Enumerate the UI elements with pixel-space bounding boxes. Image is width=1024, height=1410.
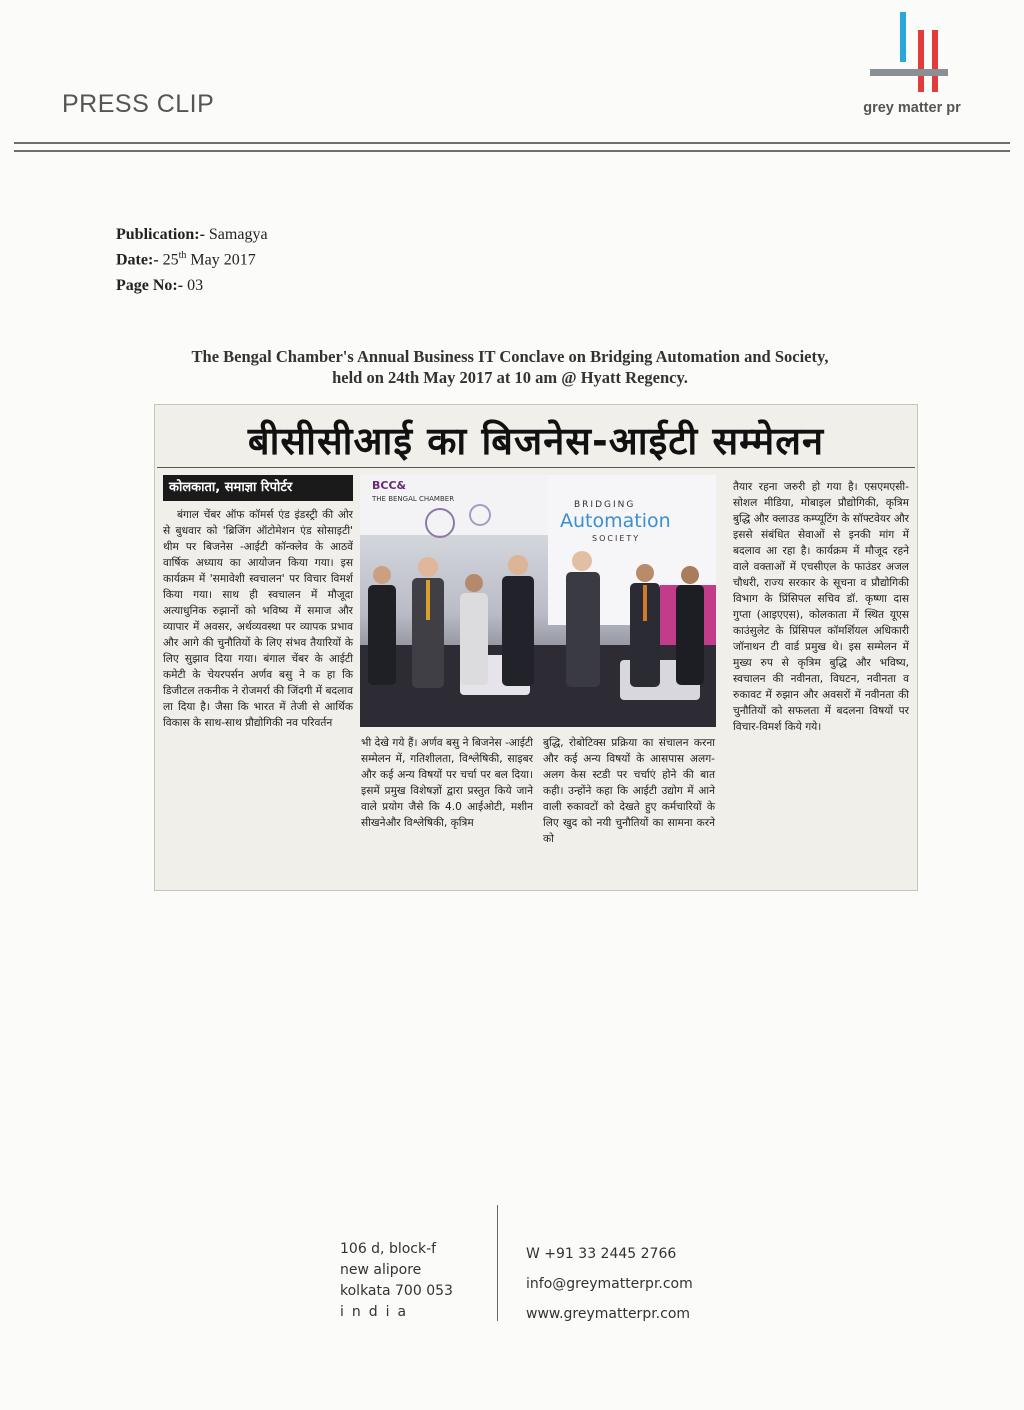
date-suffix: th — [178, 250, 187, 261]
footer-email[interactable]: info@greymatterpr.com — [526, 1276, 693, 1292]
date-day: 25 — [162, 251, 179, 269]
footer-address — [340, 1239, 453, 1323]
grey-matter-logo — [852, 12, 972, 122]
address-line-1: 106 d, block-f — [340, 1241, 437, 1257]
banner-automation: Automation — [560, 510, 671, 532]
footer-divider — [497, 1205, 498, 1321]
caption-line-2: held on 24th May 2017 at 10 am @ Hyatt Regency. — [332, 368, 688, 387]
article-column-3: बुद्धि, रोबोटिक्स प्रक्रिया का संचालन करना और कई अन्य विषयों के आसपास अलग-अलग केस स्टडी पर चर्चाएं होने की बात कही। उन्होंने कहा कि आईटी उद्योग में आने वाली रुकावटों को देखते हुए कर्मचारियों के लिए खुद को नयी चुनौतियों का सामना करने को — [543, 737, 715, 845]
clip-byline: कोलकाता, समाज्ञा रिपोर्टर — [163, 475, 353, 501]
logo-mark-icon — [870, 12, 960, 94]
publication-line — [116, 226, 268, 244]
footer-contact — [526, 1239, 693, 1329]
page-value: 03 — [187, 277, 204, 294]
caption-line-1: The Bengal Chamber's Annual Business IT Conclave on Bridging Automation and Society, — [191, 347, 829, 366]
header-rule-top — [14, 142, 1010, 144]
event-photo-illustration — [360, 475, 716, 727]
address-line-4: india — [340, 1304, 415, 1320]
footer-phone: W +91 33 2445 2766 — [526, 1246, 677, 1262]
publication-label: Publication:- — [116, 226, 205, 243]
article-column-2: भी देखे गये हैं। अर्णव बसु ने बिजनेस -आईटी सम्मेलन में, गतिशीलता, विश्लेषिकी, साइबर और कई अन्य विषयों पर चर्चा पर बल दिया। इसमें प्रमुख विशेषज्ञों द्वारा प्रस्तुत किये जाने वाले प्रयोग जैसे कि 4.0 आईओटी, मशीन सीखनेऔर विश्लेषिकी, कृत्रिम — [361, 737, 533, 829]
date-rest: May 2017 — [190, 251, 256, 269]
footer-website[interactable]: www.greymatterpr.com — [526, 1306, 691, 1322]
clip-caption — [100, 346, 920, 388]
address-line-3: kolkata 700 053 — [340, 1283, 453, 1299]
banner-chamber: THE BENGAL CHAMBER — [372, 495, 455, 503]
logo-text: grey matter pr — [863, 100, 961, 116]
clip-headline: बीसीसीआई का बिजनेस-आईटी सम्मेलन — [247, 419, 825, 463]
header-rule-bottom — [14, 150, 1010, 152]
banner-bcc: BCC& — [372, 479, 407, 492]
banner-society: SOCIETY — [592, 534, 641, 543]
publication-value: Samagya — [208, 226, 268, 243]
date-label: Date:- — [116, 251, 159, 269]
page-line — [116, 277, 203, 295]
headline-rule — [157, 467, 915, 468]
press-clip-title: PRESS CLIP — [62, 90, 215, 118]
page-label: Page No:- — [116, 277, 184, 294]
newspaper-clipping — [155, 405, 917, 890]
article-column-1: बंगाल चेंबर ऑफ कॉमर्स एंड इंडस्ट्री की ओर से बुधवार को 'ब्रिजिंग ऑटोमेशन एंड सोसाइटी' थीम पर बिजनेस -आईटी कॉन्क्लेव के आठवें वार्षिक अध्याय का आयोजन किया गया। इस कार्यक्रम में 'समावेशी स्वचालन' पर विचार विमर्श किया गया। साथ ही स्वचालन में मौजूदा अत्याधुनिक रुझानों को भविष्य में समाज और व्यापार में अवसर, अर्थव्यवस्था पर व्यापक प्रभाव और आगे की चुनौतियों के लिए संभव तैयारियों के लिए सुझाव दिया गया। बंगाल चेंबर के आईटी कमेटी के चेयरपर्सन अर्णव बसु ने क हा कि डिजीटल तकनीक ने रोजमर्रा की जिंदगी में बदलाव ला दिया है। जैसा कि भारत में तेजी से आर्थिक विकास के साथ-साथ प्रौद्योगिकी नव परिवर्तन — [163, 509, 353, 729]
address-line-2: new alipore — [340, 1262, 422, 1278]
banner-bridging: BRIDGING — [574, 500, 636, 510]
date-line — [116, 250, 256, 269]
article-column-4: तैयार रहना जरुरी हो गया है। एसएमएसी- सोशल मीडिया, मोबाइल प्रौद्योगिकी, कृत्रिम बुद्धि और क्लाउड कम्प्यूटिंग के सॉफ्टवेयर और इससे संबंधित सेवाओं से इनकी मांग में बदलाव आ रहा है। कार्यक्रम में मौजूद रहने वाले वक्ताओं में एचसीएल के फाउंडर अजल चौधरी, राज्य सरकार के सूचना व प्रौद्योगिकी विभाग के प्रिंसिपल सचिव डॉ. कृष्णा दास गुप्ता (आइएएस), कोलकाता में स्थित यूएस काउंसुलेट के प्रिंसिपल कॉमर्शियल अधिकारी जॉनाथन टी वार्ड प्रमुख थे। इस सम्मेलन में मुख्य रुप से कृत्रिम बुद्धि और भविष्य, स्वचालन की नवीनता, विघटन, नवीनता व रुकावट में रुझान और अवसरों में नवीनता की चुनौतियों को सफलता में बदलना विषयों पर विचार-विमर्श किये गये। — [733, 481, 909, 733]
event-photo — [360, 475, 716, 727]
